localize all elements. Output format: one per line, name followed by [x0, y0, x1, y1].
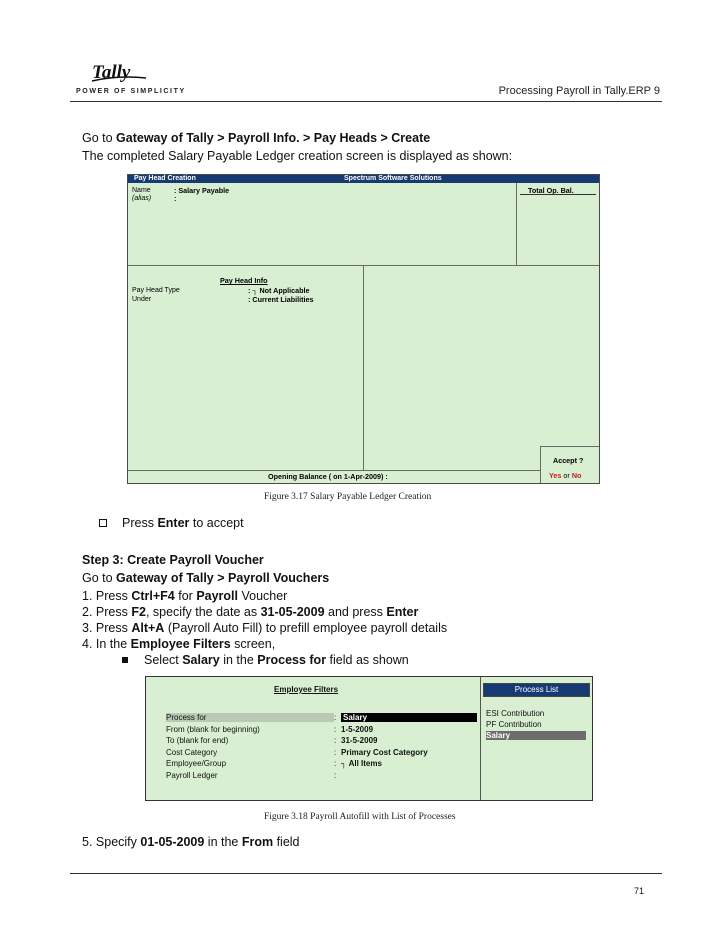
under-label: Under — [132, 296, 152, 303]
page-number: 71 — [633, 886, 644, 896]
sub-bullet-select-salary: Select Salary in the Process for field as shown — [144, 653, 409, 667]
accept-dialog — [540, 446, 599, 483]
pay-head-type-field[interactable]: : ┐ Not Applicable — [248, 286, 310, 295]
pay-head-info-heading: Pay Head Info — [220, 276, 268, 285]
step3-heading: Step 3: Create Payroll Voucher — [82, 553, 264, 567]
filter-label: Process for — [166, 713, 334, 722]
accept-options: Yes or No — [549, 471, 582, 480]
logo-text: Tally — [92, 62, 131, 83]
process-list-item[interactable]: Salary — [486, 731, 586, 740]
figure-caption-1: Figure 3.17 Salary Payable Ledger Creation — [264, 492, 432, 502]
filter-label: Cost Category — [166, 747, 218, 757]
step5-text: 5. Specify 01-05-2009 in the From field — [82, 835, 300, 849]
step3-goto: Go to Gateway of Tally > Payroll Vouchers — [82, 571, 330, 585]
filter-value-field[interactable]: Salary — [341, 713, 477, 722]
filter-colon: : — [334, 724, 337, 734]
tally-logo — [88, 60, 150, 86]
filter-value-field[interactable]: 31-5-2009 — [341, 736, 378, 745]
filter-value-field[interactable]: Primary Cost Category — [341, 747, 428, 757]
yes-option[interactable]: Yes — [549, 471, 562, 480]
footer-rule — [70, 873, 662, 874]
process-list-title: Process List — [483, 683, 590, 697]
screen-title-left: Pay Head Creation — [134, 175, 196, 182]
sub-bullet-square — [122, 657, 128, 663]
tagline: POWER OF SIMPLICITY — [76, 88, 186, 95]
filter-colon: : — [334, 747, 337, 757]
filter-colon: : — [334, 770, 337, 780]
alias-field[interactable]: : — [174, 194, 177, 203]
intro-description: The completed Salary Payable Ledger creation screen is displayed as shown: — [82, 149, 513, 163]
filter-colon: : — [334, 736, 337, 745]
company-name: Spectrum Software Solutions — [344, 175, 442, 182]
filter-value-field[interactable]: ┐ All Items — [341, 759, 382, 768]
accept-prompt: Accept ? — [553, 456, 584, 465]
step-item: 2. Press F2, specify the date as 31-05-2009 and press Enter — [82, 605, 419, 619]
employee-filters-title: Employee Filters — [274, 685, 339, 694]
process-list-item[interactable]: ESI Contribution — [486, 709, 545, 718]
employee-filters-screen — [145, 676, 593, 801]
opening-balance: Opening Balance ( on 1-Apr-2009) : — [268, 472, 388, 481]
filter-label: Payroll Ledger — [166, 770, 218, 780]
header-title: Processing Payroll in Tally.ERP 9 — [498, 85, 660, 97]
filter-colon: : — [334, 759, 337, 768]
salary-payable-ledger-screen — [127, 174, 600, 484]
pay-head-type-label: Pay Head Type — [132, 287, 180, 294]
filter-label: Employee/Group — [166, 759, 227, 768]
bullet-press-enter: Press Enter to accept — [122, 516, 244, 530]
process-list-item[interactable]: PF Contribution — [486, 720, 542, 729]
total-op-bal-header: Total Op. Bal. — [528, 186, 574, 195]
screen-title-bar — [128, 175, 599, 183]
step-item: 4. In the Employee Filters screen, — [82, 637, 276, 651]
name-label: Name — [132, 187, 151, 194]
header-rule — [70, 101, 662, 102]
name-field[interactable]: : Salary Payable — [174, 186, 230, 195]
filter-value-field[interactable]: 1-5-2009 — [341, 724, 374, 734]
filter-colon: : — [334, 713, 337, 722]
no-option[interactable]: No — [571, 471, 582, 480]
step-item: 1. Press Ctrl+F4 for Payroll Voucher — [82, 589, 288, 603]
intro-goto: Go to Gateway of Tally > Payroll Info. > Pay Heads > Create — [82, 131, 431, 145]
figure-caption-2: Figure 3.18 Payroll Autofill with List of Processes — [264, 812, 456, 822]
filter-label: From (blank for beginning) — [166, 724, 260, 734]
under-field[interactable]: : Current Liabilities — [248, 295, 314, 304]
filter-label: To (blank for end) — [166, 736, 229, 745]
step-item: 3. Press Alt+A (Payroll Auto Fill) to prefill employee payroll details — [82, 621, 448, 635]
alias-label: (alias) — [132, 195, 152, 202]
bullet-square — [99, 519, 107, 527]
